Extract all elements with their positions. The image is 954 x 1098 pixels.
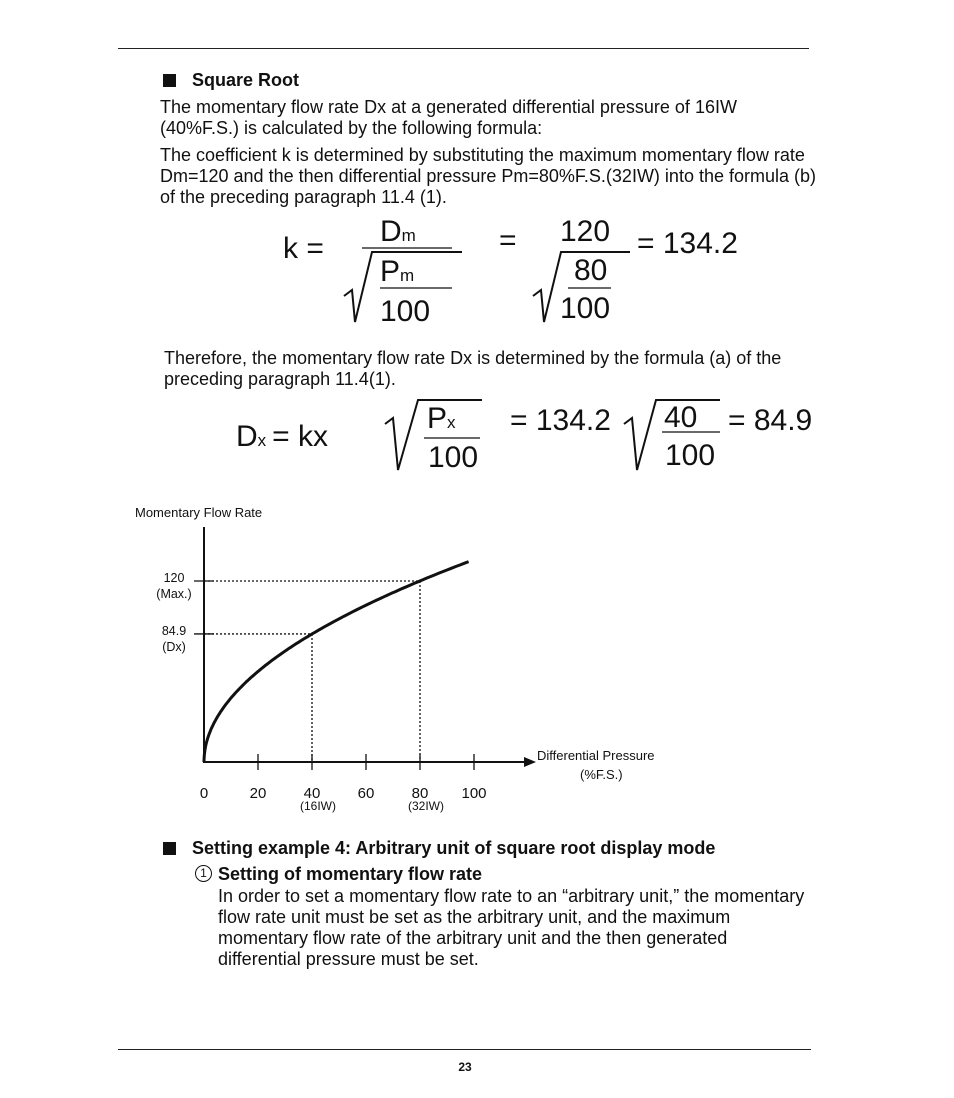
paragraph-intro: The momentary flow rate Dx at a generated differential pressure of 16IW (40%F.S.) is calculated by the following formula: xyxy=(160,97,737,138)
x-sublabel-80: (32IW) xyxy=(408,799,444,813)
x-tick-label-0: 0 xyxy=(199,785,209,802)
formula-equals: = xyxy=(499,224,517,257)
paragraph-arbitrary-unit: In order to set a momentary flow rate to an “arbitrary unit,” the momentary flow rate unit must be set as the arbitrary unit, and the maximum momentary flow rate of the arbitrary unit and the then generated differential pressure must be set. xyxy=(218,886,805,969)
y-label-value-0: 120 xyxy=(163,571,185,585)
chart-ylabel: Momentary Flow Rate xyxy=(135,505,263,520)
paragraph-coefficient: The coefficient k is determined by substituting the maximum momentary flow rate Dm=120 and the then differential pressure Pm=80%F.S.(32IW) into the formula (b) of the preceding paragraph 11.4 (1). xyxy=(160,145,816,207)
formula-100-b: 100 xyxy=(560,292,611,325)
formula-k-result: = 134.2 xyxy=(637,227,738,260)
section-title: Square Root xyxy=(192,70,300,90)
chart-xlabel: Differential Pressure xyxy=(537,748,655,763)
x-tick-label-40: 40 xyxy=(303,785,321,802)
formula-100-d: 100 xyxy=(665,439,716,472)
formula-px-sub: x xyxy=(447,413,456,432)
circled-number-text: 1 xyxy=(200,866,207,880)
formula-80: 80 xyxy=(574,254,608,287)
formula-dx-sub: x xyxy=(257,431,267,450)
formula-100-a: 100 xyxy=(380,295,431,328)
formula-40: 40 xyxy=(664,401,698,434)
formula-pm-sub: m xyxy=(400,266,415,285)
x-tick-label-60: 60 xyxy=(357,785,375,802)
y-label-note-0: (Max.) xyxy=(156,587,192,601)
x-tick-label-100: 100 xyxy=(461,785,487,802)
formula-100-c: 100 xyxy=(428,441,479,474)
footer-rule xyxy=(118,1049,811,1050)
formula-120: 120 xyxy=(560,215,611,248)
formula-dm-letter: D xyxy=(380,215,402,248)
formula-eq-134: = 134.2 xyxy=(510,404,611,437)
chart-xlabel-unit: (%F.S.) xyxy=(580,767,623,782)
formula-px-letter: P xyxy=(427,402,448,435)
chart-axes xyxy=(204,527,528,763)
subsection-title: Setting of momentary flow rate xyxy=(218,864,483,884)
x-tick-label-80: 80 xyxy=(411,785,429,802)
flow-curve xyxy=(204,562,469,762)
formula-dx-result: = 84.9 xyxy=(728,404,813,437)
section2-title: Setting example 4: Arbitrary unit of square root display mode xyxy=(192,838,716,858)
x-axis-arrow-icon xyxy=(524,757,536,767)
formula-kx: = kx xyxy=(272,420,329,453)
bullet-square-icon xyxy=(163,842,176,855)
formula-pm-letter: P xyxy=(380,255,401,288)
page-number: 23 xyxy=(458,1060,472,1074)
y-label-value-1: 84.9 xyxy=(161,623,187,638)
x-tick-label-20: 20 xyxy=(249,785,267,802)
formula-dm-sub: m xyxy=(401,226,416,245)
circled-number-icon xyxy=(195,865,212,882)
x-sublabel-40: (16IW) xyxy=(300,799,336,813)
paragraph-therefore: Therefore, the momentary flow rate Dx is determined by the formula (a) of the preceding paragraph 11.4(1). xyxy=(164,348,782,389)
formula-k-label: k = xyxy=(283,232,324,265)
formula-dx-letter: D xyxy=(236,420,258,453)
y-label-note-1: (Dx) xyxy=(162,639,186,654)
